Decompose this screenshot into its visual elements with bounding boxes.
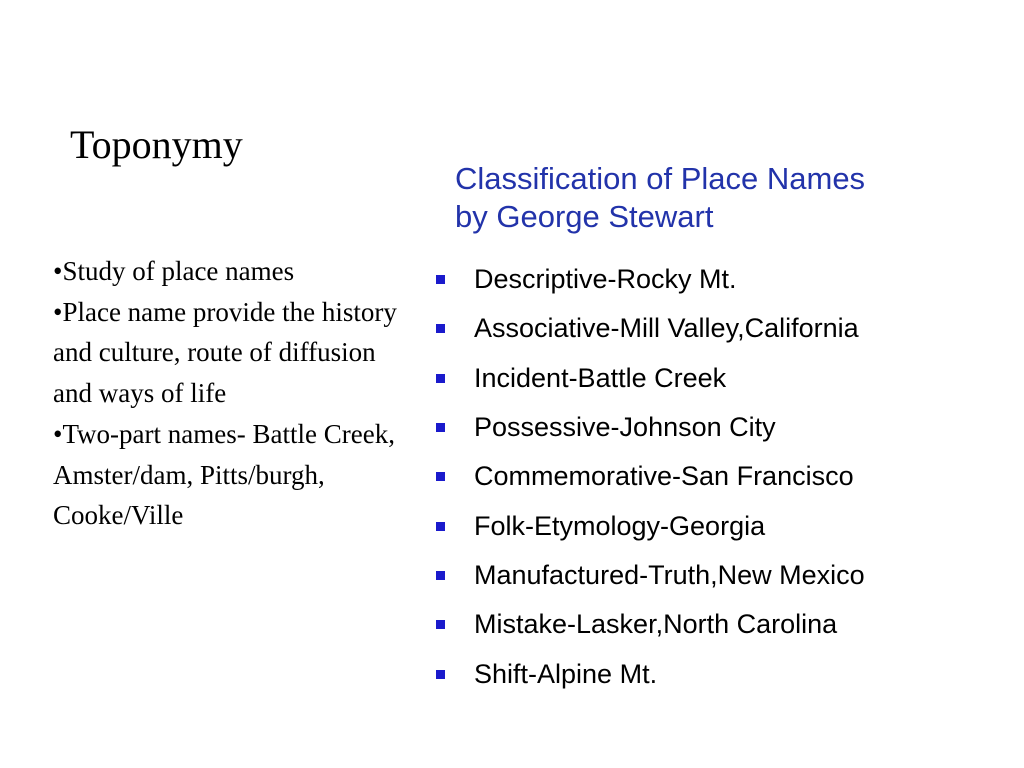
square-bullet-icon [436,423,445,432]
list-item [436,354,1016,403]
square-bullet-icon [436,571,445,580]
left-point: •Place name provide the history and culture, route of diffusion and ways of life [53,296,397,409]
classification-heading [455,160,995,236]
classification-heading-line-1: Classification of Place Names [455,161,866,196]
list-item [436,551,1016,600]
list-item [436,304,1016,353]
classification-heading-line-2: by George Stewart [455,199,714,234]
list-item-label: Mistake-Lasker,North Carolina [474,609,838,640]
list-item-label: Folk-Etymology-Georgia [474,510,766,541]
square-bullet-icon [436,522,445,531]
list-item [436,649,1016,698]
square-bullet-icon [436,275,445,284]
list-item [436,501,1016,550]
square-bullet-icon [436,374,445,383]
list-item [436,452,1016,501]
square-bullet-icon [436,620,445,629]
left-point: •Two-part names- Battle Creek, Amster/dam, Pitts/burgh, Cooke/Ville [53,418,395,531]
list-item-label: Manufactured-Truth,New Mexico [474,559,865,590]
list-item-label: Commemorative-San Francisco [474,461,854,492]
square-bullet-icon [436,670,445,679]
left-text-block [53,251,398,536]
square-bullet-icon [436,324,445,333]
list-item [436,403,1016,452]
slide-title: Toponymy [70,122,243,167]
list-item-label: Possessive-Johnson City [474,412,776,443]
list-item-label: Associative-Mill Valley,California [474,313,859,344]
square-bullet-icon [436,472,445,481]
list-item-label: Descriptive-Rocky Mt. [474,264,737,295]
classification-list [436,255,1016,699]
list-item [436,600,1016,649]
left-point: •Study of place names [53,256,295,286]
list-item-label: Shift-Alpine Mt. [474,658,658,689]
list-item [436,255,1016,304]
list-item-label: Incident-Battle Creek [474,362,727,393]
